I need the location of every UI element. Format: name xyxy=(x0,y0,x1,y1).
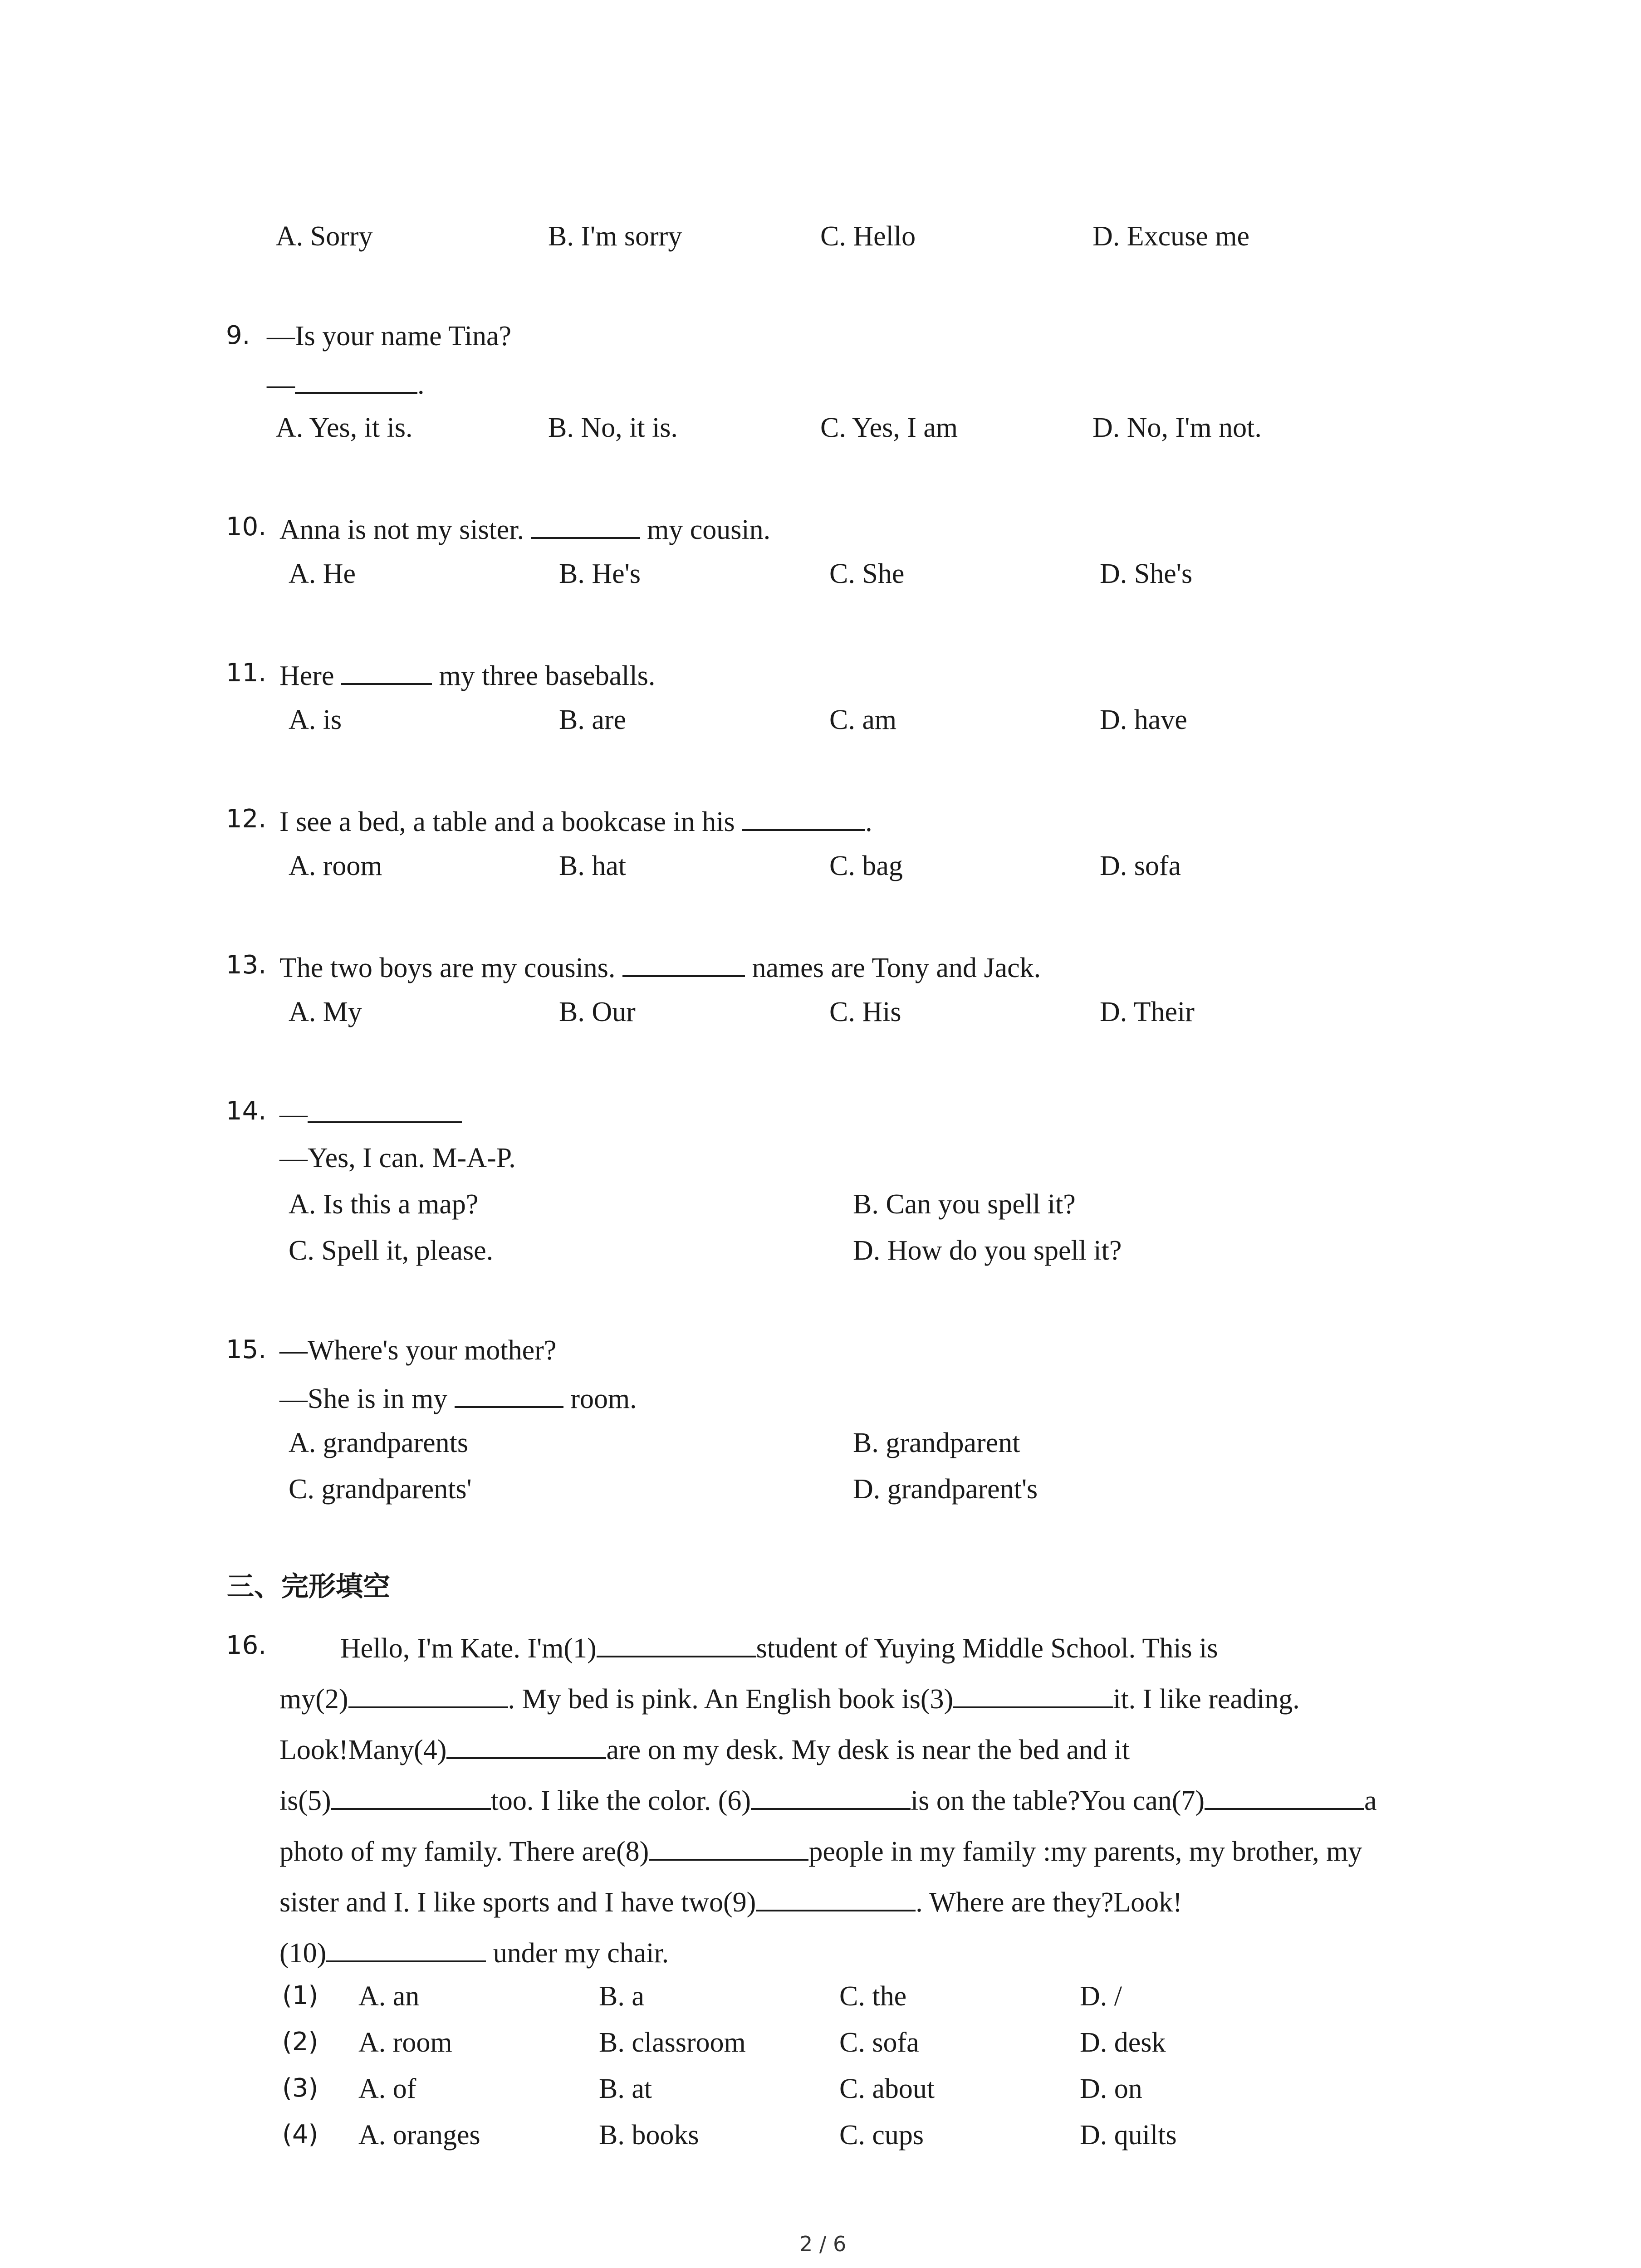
q16-choice-4-a[interactable]: A. oranges xyxy=(358,2120,480,2151)
q16-text: . My bed is pink. An English book is(3) xyxy=(508,1684,954,1715)
q13-blank[interactable] xyxy=(622,952,745,977)
q11-number: 11. xyxy=(226,658,267,688)
q16-blank-7[interactable] xyxy=(1205,1784,1364,1810)
q9-question: —Is your name Tina? xyxy=(267,321,512,352)
q13-option-b[interactable]: B. Our xyxy=(559,997,636,1027)
q15-number: 15. xyxy=(226,1335,267,1364)
q16-blank-3[interactable] xyxy=(953,1683,1113,1708)
q16-text: is(5) xyxy=(279,1785,331,1816)
q12-text-pre: I see a bed, a table and a bookcase in his xyxy=(279,807,735,837)
q14-option-b[interactable]: B. Can you spell it? xyxy=(853,1189,1076,1220)
q16-choice-1-number: (1) xyxy=(282,1981,318,2010)
q14-question xyxy=(279,1098,462,1128)
q16-text: my(2) xyxy=(279,1684,348,1715)
q11-option-c[interactable]: C. am xyxy=(829,704,897,735)
q16-choice-3-c[interactable]: C. about xyxy=(839,2073,935,2104)
q11-text-pre: Here xyxy=(279,660,334,691)
q10-option-a[interactable]: A. He xyxy=(289,558,356,589)
q16-choice-3-d[interactable]: D. on xyxy=(1080,2073,1142,2104)
q12-number: 12. xyxy=(226,804,267,834)
q16-choice-3-number: (3) xyxy=(282,2073,318,2103)
q15-option-a[interactable]: A. grandparents xyxy=(289,1427,468,1458)
q16-line-2 xyxy=(279,1683,1300,1713)
q10-option-b[interactable]: B. He's xyxy=(559,558,641,589)
q9-option-b[interactable]: B. No, it is. xyxy=(548,412,678,443)
q16-text: Look!Many(4) xyxy=(279,1735,447,1765)
q15-option-c[interactable]: C. grandparents' xyxy=(289,1474,472,1505)
page-number: 2 / 6 xyxy=(799,2232,847,2256)
q13-question xyxy=(279,952,1041,982)
q16-blank-8[interactable] xyxy=(649,1835,808,1861)
q16-choice-2-b[interactable]: B. classroom xyxy=(599,2027,746,2058)
q16-text: are on my desk. My desk is near the bed and it xyxy=(606,1735,1130,1765)
q16-choice-4-b[interactable]: B. books xyxy=(599,2120,699,2151)
q15-text-pre: —She is in my xyxy=(279,1383,448,1414)
q16-blank-1[interactable] xyxy=(597,1632,756,1657)
q14-blank[interactable] xyxy=(308,1098,462,1123)
q13-option-c[interactable]: C. His xyxy=(829,997,901,1027)
q16-blank-6[interactable] xyxy=(751,1784,911,1810)
q15-option-b[interactable]: B. grandparent xyxy=(853,1427,1020,1458)
q8-option-c[interactable]: C. Hello xyxy=(820,221,916,252)
q16-text: (10) xyxy=(279,1938,327,1969)
q12-blank[interactable] xyxy=(742,806,865,831)
q16-blank-5[interactable] xyxy=(331,1784,491,1810)
q10-option-d[interactable]: D. She's xyxy=(1100,558,1193,589)
q16-blank-10[interactable] xyxy=(326,1937,486,1962)
q12-text-post: . xyxy=(865,807,872,837)
q16-text: too. I like the color. (6) xyxy=(490,1785,751,1816)
q16-choice-1-c[interactable]: C. the xyxy=(839,1981,907,2012)
q12-option-d[interactable]: D. sofa xyxy=(1100,850,1181,881)
q16-blank-9[interactable] xyxy=(756,1886,916,1911)
q9-dash: — xyxy=(267,369,295,400)
q16-blank-2[interactable] xyxy=(348,1683,508,1708)
q11-blank[interactable] xyxy=(341,660,432,685)
q10-question xyxy=(279,513,770,544)
q14-dash: — xyxy=(279,1099,308,1129)
q9-option-a[interactable]: A. Yes, it is. xyxy=(276,412,413,443)
q11-option-b[interactable]: B. are xyxy=(559,704,627,735)
q14-number: 14. xyxy=(226,1096,267,1126)
q11-option-d[interactable]: D. have xyxy=(1100,704,1187,735)
q16-choice-4-number: (4) xyxy=(282,2120,318,2149)
q14-answer: —Yes, I can. M-A-P. xyxy=(279,1143,516,1173)
q16-text: is on the table?You can(7) xyxy=(911,1785,1205,1816)
q12-question xyxy=(279,806,872,836)
q11-question xyxy=(279,660,655,690)
q9-end: . xyxy=(417,369,425,400)
q16-choice-2-c[interactable]: C. sofa xyxy=(839,2027,919,2058)
q16-choice-1-b[interactable]: B. a xyxy=(599,1981,644,2012)
q16-line-5 xyxy=(279,1835,1362,1866)
q13-option-a[interactable]: A. My xyxy=(289,997,362,1027)
q12-option-b[interactable]: B. hat xyxy=(559,850,627,881)
q16-number: 16. xyxy=(226,1631,267,1660)
q16-choice-2-a[interactable]: A. room xyxy=(358,2027,452,2058)
q10-number: 10. xyxy=(226,512,267,542)
q13-text-post: names are Tony and Jack. xyxy=(752,953,1041,983)
q15-option-d[interactable]: D. grandparent's xyxy=(853,1474,1038,1505)
q8-option-a[interactable]: A. Sorry xyxy=(276,221,373,252)
q10-text-post: my cousin. xyxy=(647,514,771,545)
q9-option-c[interactable]: C. Yes, I am xyxy=(820,412,958,443)
q8-option-d[interactable]: D. Excuse me xyxy=(1092,221,1250,252)
q16-text: people in my family :my parents, my brother, my xyxy=(808,1836,1362,1867)
q8-option-b[interactable]: B. I'm sorry xyxy=(548,221,682,252)
q13-text-pre: The two boys are my cousins. xyxy=(279,953,616,983)
q10-text-pre: Anna is not my sister. xyxy=(279,514,524,545)
q9-option-d[interactable]: D. No, I'm not. xyxy=(1092,412,1262,443)
q14-option-a[interactable]: A. Is this a map? xyxy=(289,1189,479,1220)
q16-choice-3-a[interactable]: A. of xyxy=(358,2073,416,2104)
q11-text-post: my three baseballs. xyxy=(439,660,656,691)
q16-choice-4-c[interactable]: C. cups xyxy=(839,2120,924,2151)
q10-blank[interactable] xyxy=(531,513,640,539)
q16-choice-1-a[interactable]: A. an xyxy=(358,1981,420,2012)
q16-choice-4-d[interactable]: D. quilts xyxy=(1080,2120,1177,2151)
q9-number: 9. xyxy=(226,321,250,350)
q16-line-3 xyxy=(279,1734,1130,1764)
q9-answer-line xyxy=(267,368,425,399)
q16-line-6 xyxy=(279,1886,1182,1916)
q16-choice-2-number: (2) xyxy=(282,2027,318,2057)
q16-line-4 xyxy=(279,1784,1377,1815)
q16-text: Hello, I'm Kate. I'm(1) xyxy=(340,1633,597,1664)
section-heading-cloze: 三、完形填空 xyxy=(227,1571,390,1603)
q16-text: it. I like reading. xyxy=(1113,1684,1300,1715)
q14-option-c[interactable]: C. Spell it, please. xyxy=(289,1235,494,1266)
q16-text: . Where are they?Look! xyxy=(916,1887,1182,1918)
q15-blank[interactable] xyxy=(455,1383,563,1408)
q16-blank-4[interactable] xyxy=(446,1734,606,1759)
q16-choice-3-b[interactable]: B. at xyxy=(599,2073,652,2104)
q16-line-1 xyxy=(340,1632,1218,1662)
q16-line-7 xyxy=(279,1937,669,1967)
q16-text: photo of my family. There are(8) xyxy=(279,1836,649,1867)
q16-text: a xyxy=(1364,1785,1377,1816)
q16-text: student of Yuying Middle School. This is xyxy=(756,1633,1218,1664)
q10-option-c[interactable]: C. She xyxy=(829,558,905,589)
q16-text: sister and I. I like sports and I have two(9) xyxy=(279,1887,756,1918)
q13-number: 13. xyxy=(226,950,267,980)
q13-option-d[interactable]: D. Their xyxy=(1100,997,1195,1027)
q12-option-c[interactable]: C. bag xyxy=(829,850,903,881)
q14-option-d[interactable]: D. How do you spell it? xyxy=(853,1235,1122,1266)
q16-choice-1-d[interactable]: D. / xyxy=(1080,1981,1122,2012)
q15-question: —Where's your mother? xyxy=(279,1335,557,1366)
q15-text-post: room. xyxy=(570,1383,637,1414)
q9-blank[interactable] xyxy=(295,368,417,394)
q16-choice-2-d[interactable]: D. desk xyxy=(1080,2027,1166,2058)
q15-answer-line xyxy=(279,1383,637,1413)
q12-option-a[interactable]: A. room xyxy=(289,850,382,881)
q11-option-a[interactable]: A. is xyxy=(289,704,342,735)
q16-text: under my chair. xyxy=(493,1938,669,1969)
